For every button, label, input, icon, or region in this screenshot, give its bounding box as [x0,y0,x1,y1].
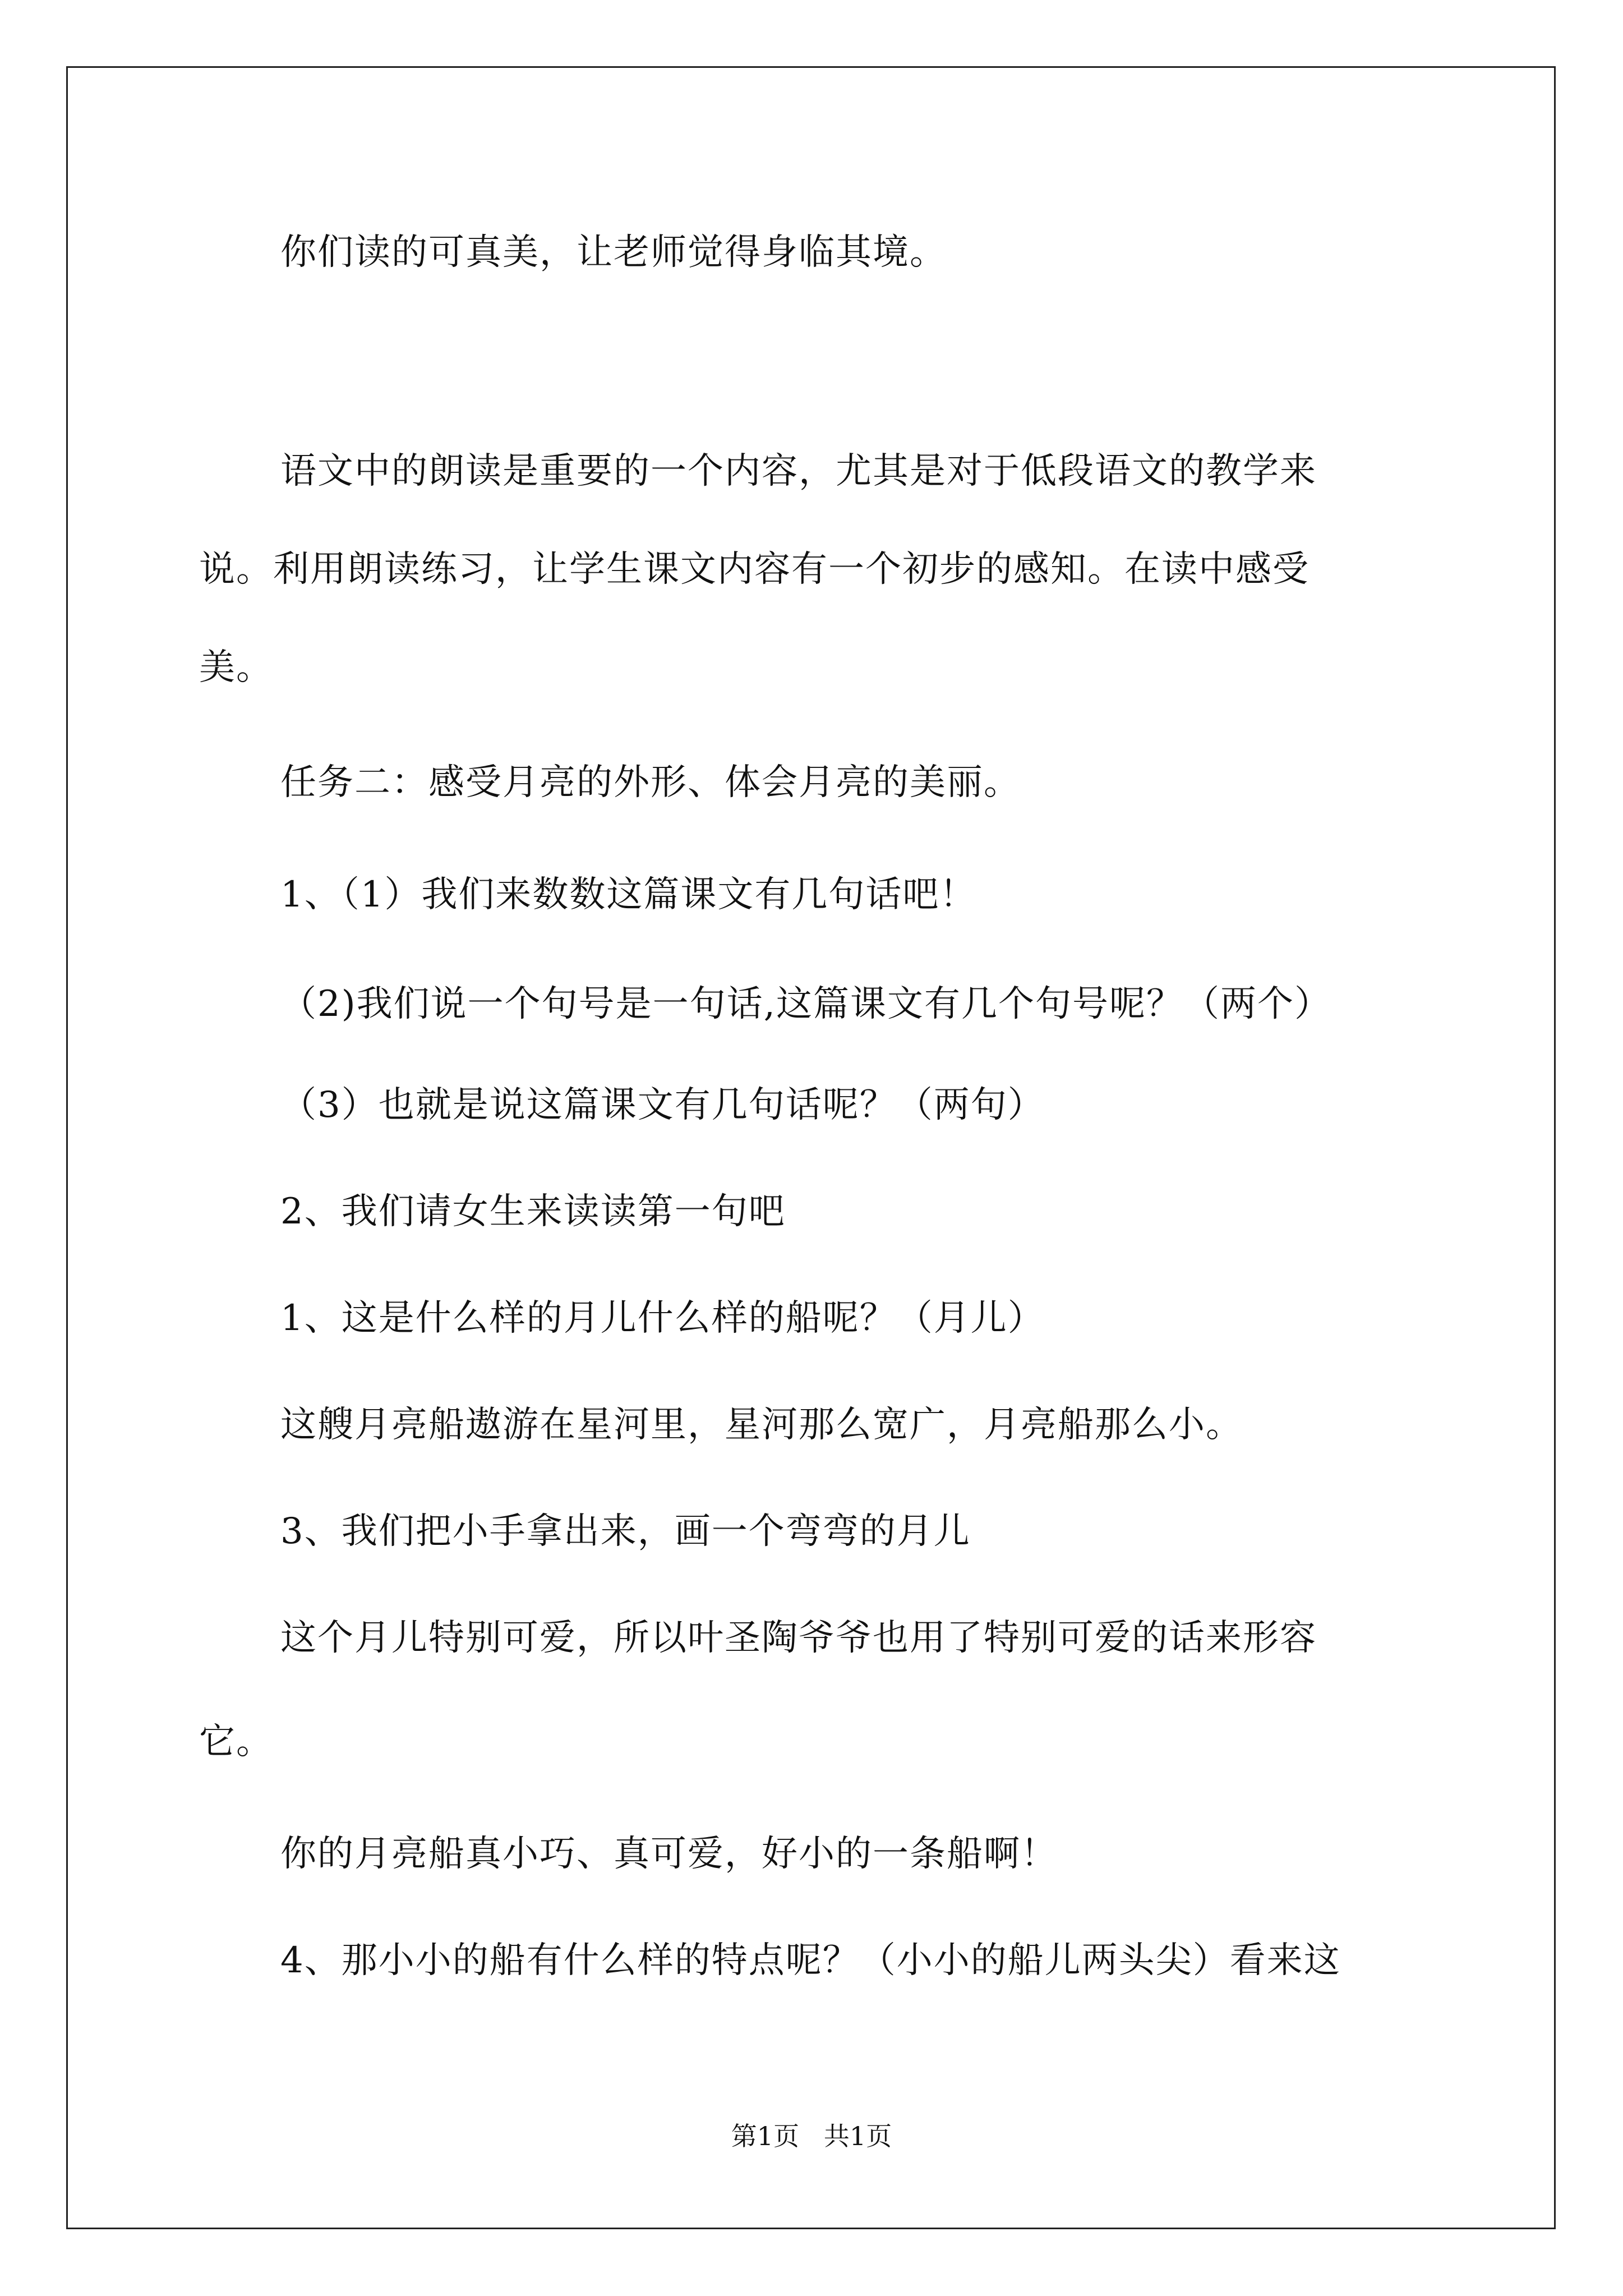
paragraph-line: 这个月儿特别可爱，所以叶圣陶爷爷也用了特别可爱的话来形容 [280,1617,1317,1659]
paragraph-line: 1、这是什么样的月儿什么样的船呢？（月儿） [280,1297,1045,1339]
paragraph-line: 它。 [199,1721,273,1763]
paragraph-line: 2、我们请女生来读读第一句吧 [280,1191,786,1232]
paragraph-line: 说。利用朗读练习，让学生课文内容有一个初步的感知。在读中感受 [199,549,1310,590]
paragraph-line: 3、我们把小手拿出来，画一个弯弯的月儿 [280,1511,971,1552]
paragraph-line: 你的月亮船真小巧、真可爱，好小的一条船啊！ [280,1833,1058,1875]
paragraph-line: 你们读的可真美，让老师觉得身临其境。 [280,232,947,273]
paragraph-line: 美。 [199,647,273,688]
paragraph-line: 任务二：感受月亮的外形、体会月亮的美丽。 [280,762,1021,803]
page-number-footer: 第1页 共1页 [731,2121,892,2151]
paragraph-line: 1、（1）我们来数数这篇课文有几句话吧！ [280,874,977,915]
paragraph-line: （3）也就是说这篇课文有几句话呢？（两句） [280,1084,1045,1126]
paragraph-line: （2)我们说一个句号是一句话,这篇课文有几个句号呢？（两个） [280,983,1332,1025]
paragraph-line: 4、那小小的船有什么样的特点呢？（小小的船儿两头尖）看来这 [280,1940,1341,1981]
paragraph-line: 语文中的朗读是重要的一个内容，尤其是对于低段语文的教学来 [280,450,1317,492]
page-border [66,66,1556,2229]
paragraph-line: 这艘月亮船遨游在星河里，星河那么宽广，月亮船那么小。 [280,1404,1243,1446]
